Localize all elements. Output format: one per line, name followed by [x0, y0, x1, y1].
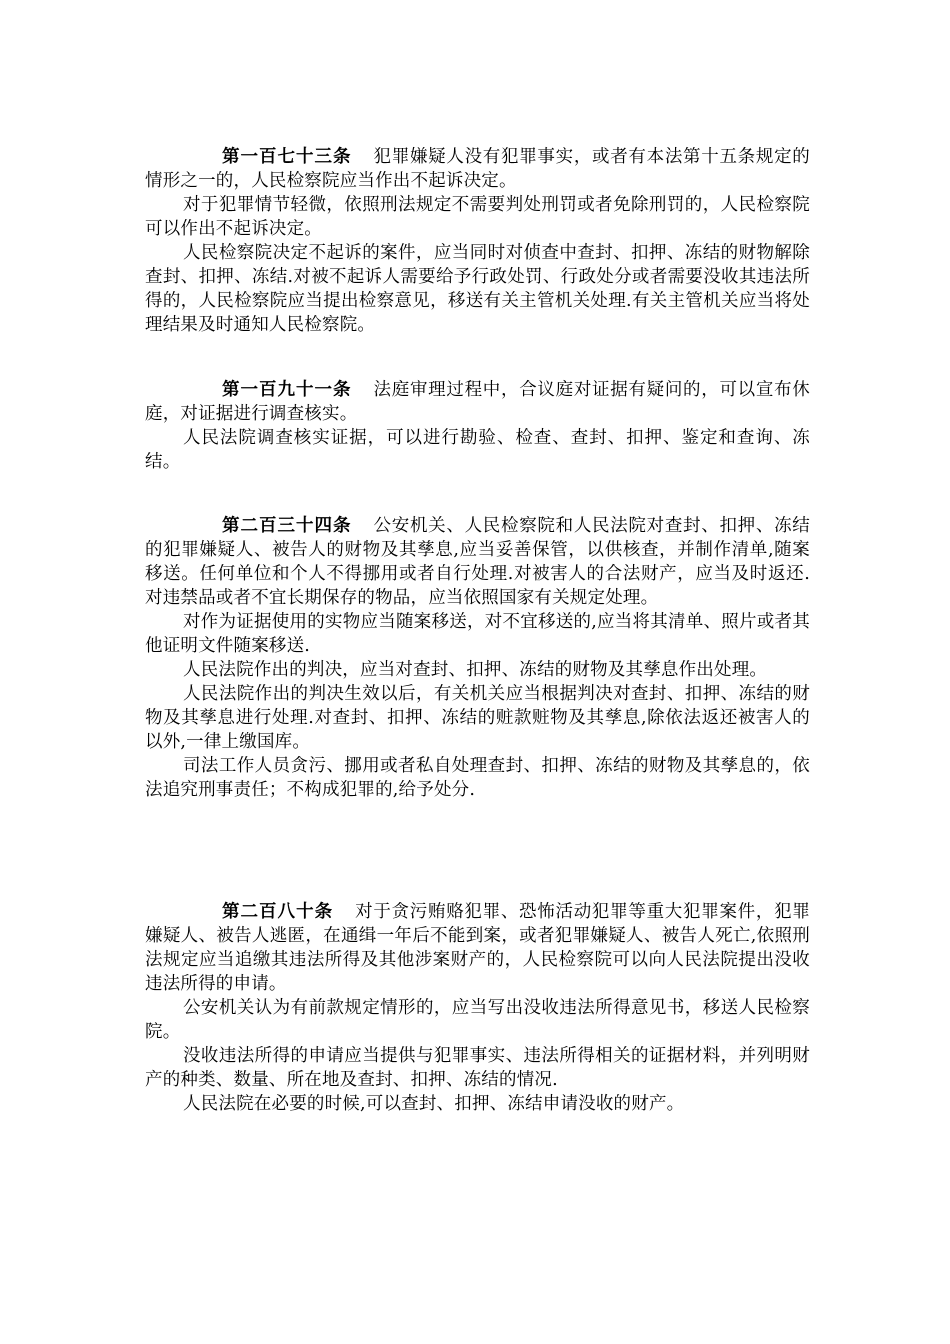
- article-173: [145, 145, 810, 337]
- article-paragraph: 人民法院作出的判决，应当对查封、扣押、冻结的财物及其孳息作出处理。: [183, 660, 768, 680]
- article-text: 法庭审理过程中，合议庭对证据有疑问的，可以宣布休庭，对证据进行调查核实。: [145, 380, 810, 424]
- article-paragraph: 人民法院调查核实证据，可以进行勘验、检查、查封、扣押、鉴定和查询、冻结。: [145, 428, 810, 472]
- article-text: 公安机关、人民检察院和人民法院对查封、扣押、冻结的犯罪嫌疑人、被告人的财物及其孳息,应当妥善保管，以供核查，并制作清单,随案移送。任何单位和个人不得挪用或者自行处理.对被害人的合法财产，应当及时返还.对违禁品或者不宜长期保存的物品，应当依照国家有关规定处理。: [145, 516, 810, 608]
- article-first-paragraph: [145, 900, 810, 996]
- article-paragraph: 人民法院作出的判决生效以后，有关机关应当根据判决对查封、扣押、冻结的财物及其孳息进行处理.对查封、扣押、冻结的赃款赃物及其孳息,除依法返还被害人的以外,一律上缴国库。: [145, 684, 810, 752]
- article-paragraph: 人民检察院决定不起诉的案件，应当同时对侦查中查封、扣押、冻结的财物解除查封、扣押、冻结.对被不起诉人需要给予行政处罚、行政处分或者需要没收其违法所得的，人民检察院应当提出检察意见，移送有关主管机关处理.有关主管机关应当将处理结果及时通知人民检察院。: [145, 243, 810, 335]
- article-first-paragraph: [145, 145, 810, 193]
- article-paragraph: 司法工作人员贪污、挪用或者私自处理查封、扣押、冻结的财物及其孳息的，依法追究刑事责任；不构成犯罪的,给予处分.: [145, 756, 810, 800]
- article-number: 第一百九十一条: [222, 380, 352, 400]
- article-paragraph: 对于犯罪情节轻微，依照刑法规定不需要判处刑罚或者免除刑罚的，人民检察院可以作出不起诉决定。: [145, 195, 810, 239]
- article-first-paragraph: [145, 378, 810, 426]
- article-paragraph: 没收违法所得的申请应当提供与犯罪事实、违法所得相关的证据材料，并列明财产的种类、数量、所在地及查封、扣押、冻结的情况.: [145, 1046, 810, 1090]
- article-paragraph: 公安机关认为有前款规定情形的，应当写出没收违法所得意见书，移送人民检察院。: [145, 998, 810, 1042]
- article-234: [145, 514, 810, 802]
- article-191: [145, 378, 810, 474]
- article-text: 犯罪嫌疑人没有犯罪事实，或者有本法第十五条规定的情形之一的，人民检察院应当作出不起诉决定。: [145, 147, 810, 191]
- article-number: 第一百七十三条: [222, 147, 352, 167]
- article-280: [145, 900, 810, 1116]
- article-paragraph: 对作为证据使用的实物应当随案移送，对不宜移送的,应当将其清单、照片或者其他证明文件随案移送.: [145, 612, 810, 656]
- article-text: 对于贪污贿赂犯罪、恐怖活动犯罪等重大犯罪案件，犯罪嫌疑人、被告人逃匿，在通缉一年后不能到案，或者犯罪嫌疑人、被告人死亡,依照刑法规定应当追缴其违法所得及其他涉案财产的，人民检察院可以向人民法院提出没收违法所得的申请。: [145, 902, 811, 994]
- article-first-paragraph: [145, 514, 810, 610]
- article-number: 第二百三十四条: [222, 516, 352, 536]
- article-number: 第二百八十条: [222, 902, 334, 922]
- article-paragraph: 人民法院在必要的时候,可以查封、扣押、冻结申请没收的财产。: [183, 1094, 685, 1114]
